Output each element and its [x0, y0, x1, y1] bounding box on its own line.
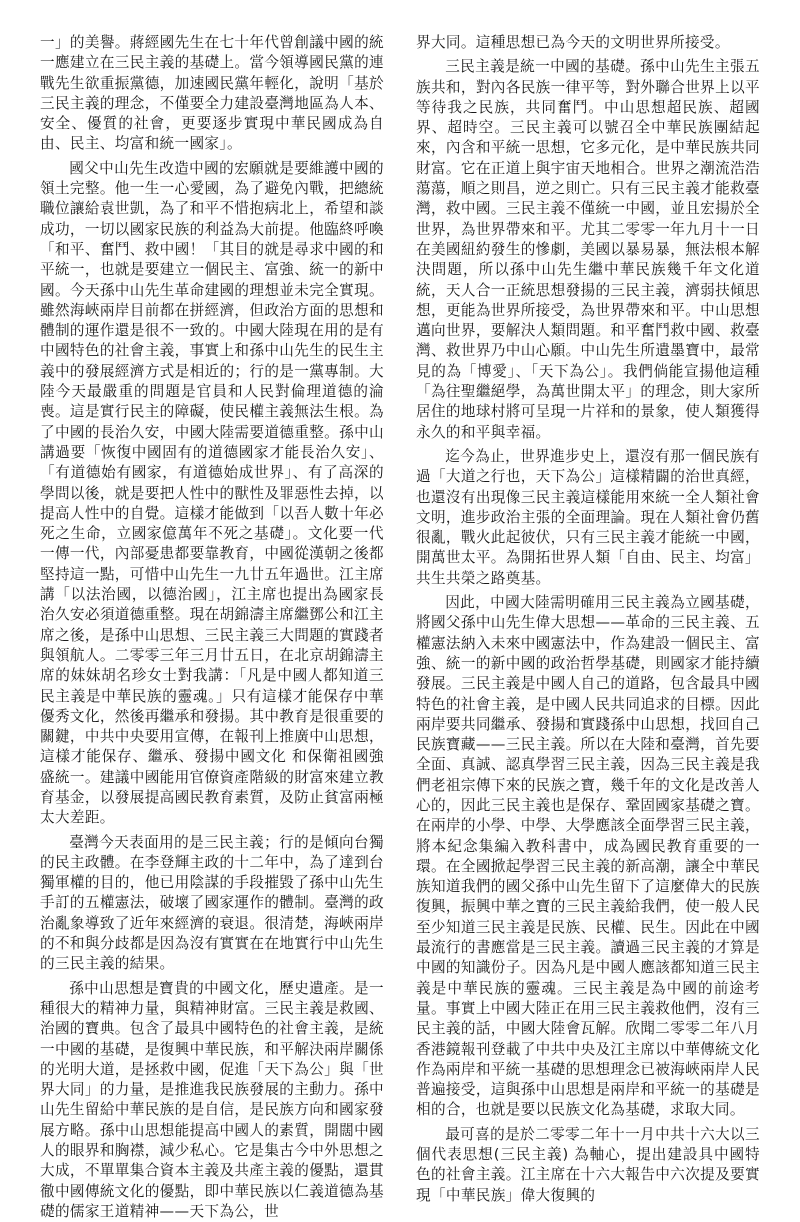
paragraph: 三民主義是統一中國的基礎。孫中山先生主張五族共和，對內各民族一律平等，對外聯合世界上以平等待我之民族，共同奮鬥。中山思想超民族、超國界、超時空。三民主義可以號召全中華民族團結起來，內含和平統一思想，它多元化，是中華民族共同財富。它在正道上與宇宙天地相合。世界之潮流浩浩蕩蕩，順之則昌，逆之則亡。只有三民主義才能救臺灣，救中國。三民主義不僅統一中國，並且宏揚於全世界，為世界帶來和平。尤其二零零一年九月十一日在美國紐約發生的慘劇，美國以暴易暴，無法根本解決問題，所以孫中山先生繼中華民族幾千年文化道統，天人合一正統思想發揚的三民主義，濟弱扶傾思想，更能為世界所接受，為世界帶來和平。中山思想邁向世界，要解決人類問題。和平奮鬥救中國、救臺灣、救世界乃中山心願。中山先生所遺墨寶中，最常見的為「博愛」、「天下為公」。我們倘能宣揚他這種「為往聖繼絕學，為萬世開太平」的理念，則大家所居住的地球村將可呈現一片祥和的景象，使人類獲得永久的和平與幸福。	[416, 58, 760, 441]
paragraph: 迄今為止，世界進步史上，還沒有那一個民族有過「大道之行也，天下為公」這樣精闢的治世真經，也還沒有出現像三民主義這樣能用來統一全人類社會文明，進步政治主張的全面理論。現在人類社會仍舊很亂，戰火此起彼伏，只有三民主義才能統一中國，開萬世太平。為開拓世界人類「自由、民主、均富」共生共榮之路奠基。	[416, 447, 760, 587]
paragraph: 最可喜的是於二零零二年十一月中共十六大以三個代表思想(三民主義) 為軸心，提出建設具中國特色的社會主義。江主席在十六大報告中六次提及要實現「中華民族」偉大復興的	[416, 1125, 760, 1204]
left-column	[40, 33, 384, 1220]
paragraph: 一」的美譽。蔣經國先生在七十年代曾創議中國的統一應建立在三民主義的基礎上。當今領導國民黨的連戰先生欲重振黨德，加速國民黨年輕化，說明「基於三民主義的理念，不僅要全力建設臺灣地區為人本、安全、優質的社會，更要逐步實現中華民國成為自由、民主、均富和統一國家」。	[40, 34, 384, 153]
paragraph: 孫中山思想是寶貴的中國文化，歷史遺產。是一種很大的精神力量，與精神財富。三民主義是救國、治國的寶典。包含了最具中國特色的社會主義，是統一中國的基礎，是復興中華民族，和平解決兩岸關係的光明大道，是拯救中國，促進「天下為公」與「世界大同」的力量，是推進我民族發展的主動力。孫中山先生留給中華民族的是自信，是民族方向和國家發展方略。孫中山思想能提高中國人的素質，開闊中國人的眼界和胸襟，減少私心。它是集古今中外思想之大成，不單單集合資本主義及共產主義的優點，還貫徹中國傳統文化的優點，即中華民族以仁義道德為基礎的儒家王道精神——天下為公，世	[40, 979, 384, 1220]
paragraph: 界大同。這種思想已為今天的文明世界所接受。	[416, 34, 730, 51]
paragraph: 國父中山先生改造中國的宏願就是要維護中國的領土完整。他一生一心愛國，為了避免內戰，把總統職位讓給袁世凱，為了和平不惜抱病北上，希望和談成功，一切以國家民族的利益為大前提。他臨終呼喚「和平、奮鬥、救中國！「其目的就是尋求中國的和平統一，也就是要建立一個民主、富強、統一的新中國。今天孫中山先生革命建國的理想並未完全實現。雖然海峽兩岸目前都在拼經濟，但政治方面的思想和體制的運作還是很不一致的。中國大陸現在用的是有中國特色的社會主義，事實上和孫中山先生的民生主義中的發展經濟方式是相近的；行的是一黨專制。大陸今天最嚴重的問題是官員和人民對倫理道德的淪喪。這是實行民主的障礙，使民權主義無法生根。為了中國的長治久安，中國大陸需要道德重整。孫中山講過要「恢復中國固有的道德國家才能長治久安」、「有道德始有國家，有道德始成世界」、有了高深的學問以後，就是要把人性中的獸性及罪惡性去掉，以提高人性中的自覺。這樣才能做到「以吾人數十年必死之生命，立國家億萬年不死之基礎」。文化要一代一傳一代，內部憂患都要靠教育，中國從漢朝之後都堅持這一點，可惜中山先生一九廿五年過世。江主席講「以法治國，以德治國」，江主席也提出為國家長治久安必須道德重整。現在胡錦濤主席繼鄧公和江主席之後，是孫中山思想、三民主義三大問題的實踐者與領航人。二零零三年三月廿五日，在北京胡錦濤主席的妹妹胡名珍女士對我講：「凡是中國人都知道三民主義是中華民族的靈魂。」只有這樣才能保存中華優秀文化，然後再繼承和發揚。其中教育是很重要的關鍵，中共中央要用宣傳，在報刊上推廣中山思想，這樣才能保存、繼承、發揚中國文化 和保衛祖國強盛統一。建議中國能用官僚資產階級的財富來建立教育基金，以發展提高國民教育素質，及防止貧富兩極太大差距。	[40, 159, 384, 827]
paragraph: 因此，中國大陸需明確用三民主義為立國基礎，將國父孫中山先生偉大思想——革命的三民主義、五權憲法納入未來中國憲法中，作為建設一個民主、富強、統一的新中國的政治哲學基礎，則國家才能持續發展。三民主義是中國人自己的道路，包含最具中國特色的社會主義，是中國人民共同追求的目標。因此兩岸要共同繼承、發揚和實踐孫中山思想，找回自己民族寶藏——三民主義。所以在大陸和臺灣，首先要全面、真誠、認真學習三民主義，因為三民主義是我們老祖宗傳下來的民族之寶，幾千年的文化是改善人心的，因此三民主義也是保存、鞏固國家基礎之寶。在兩岸的小學、中學、大學應該全面學習三民主義，將本紀念集編入教科書中，成為國民教育重要的一環。在全國掀起學習三民主義的新高潮，讓全中華民族知道我們的國父孫中山先生留下了這麼偉大的民族復興，振興中華之寶的三民主義給我們，使一般人民至少知道三民主義是民族、民權、民生。因此在中國最流行的書應當是三民主義。讀過三民主義的才算是中國的知識份子。因為凡是中國人應該都知道三民主義是中華民族的靈魂。三民主義是為中國的前途考量。事實上中國大陸正在用三民主義救他們，沒有三民主義的話，中國大陸會瓦解。欣聞二零零二年八月香港鏡報刊登載了中共中央及江主席以中華傳統文化作為兩岸和平統一基礎的思想理念已被海峽兩岸人民普遍接受，這與孫中山思想是兩岸和平統一的基礎是相的合，也就是要以民族文化為基礎，求取大同。	[416, 594, 760, 1119]
paragraph: 臺灣今天表面用的是三民主義；行的是傾向台獨的民主政體。在李登輝主政的十二年中，為了達到台獨軍權的目的，他已用陰謀的手段摧毀了孫中山先生手訂的五權憲法，破壞了國家運作的體制。臺灣的政治亂象導致了近年來經濟的衰退。很清楚，海峽兩岸的不和與分歧都是因為沒有實實在在地實行中山先生的三民主義的結果。	[40, 833, 384, 973]
right-column	[416, 33, 760, 1204]
